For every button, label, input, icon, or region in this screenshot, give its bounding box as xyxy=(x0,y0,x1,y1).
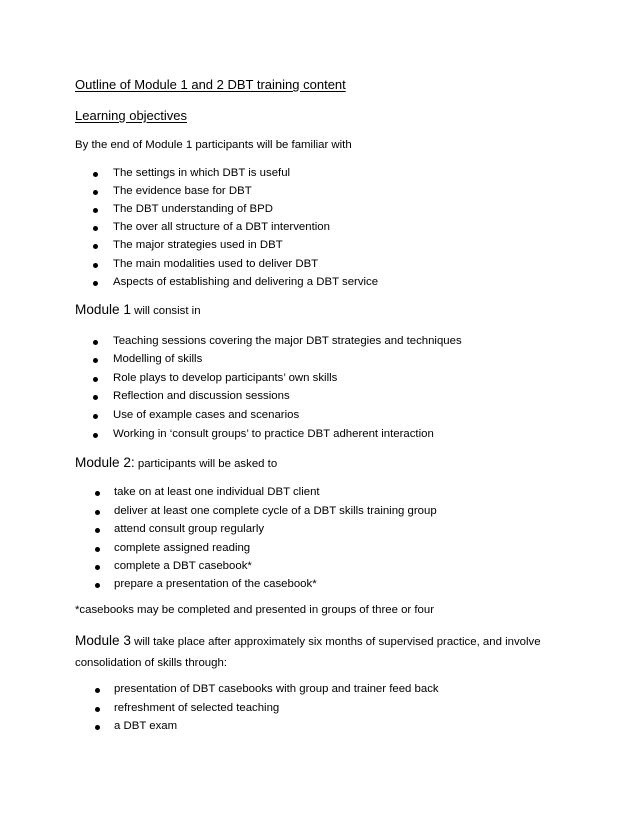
module1-heading: Module 1 xyxy=(75,302,131,317)
bullet-icon xyxy=(93,226,98,231)
module2-heading-line xyxy=(75,455,277,470)
module1-subtext: will consist in xyxy=(130,305,201,317)
bullet-icon xyxy=(93,281,98,286)
module3-heading: Module 3 xyxy=(75,633,131,648)
module1-heading-line xyxy=(75,302,201,317)
bullet-icon xyxy=(95,707,100,712)
bullet-icon xyxy=(93,208,98,213)
bullet-icon xyxy=(93,377,98,382)
module3-subtext: will take place after approximately six months of supervised practice, and involve consolidation of skills through: xyxy=(75,636,541,669)
bullet-icon xyxy=(93,433,98,438)
module2-heading: Module 2: xyxy=(75,455,135,470)
bullet-icon xyxy=(95,688,100,693)
bullet-icon xyxy=(93,172,98,177)
bullet-icon xyxy=(95,725,100,730)
bullet-icon xyxy=(93,395,98,400)
module2-subtext: participants will be asked to xyxy=(134,458,278,470)
bullet-icon xyxy=(95,528,100,533)
bullet-icon xyxy=(93,190,98,195)
bullet-icon xyxy=(95,583,100,588)
bullet-icon xyxy=(93,263,98,268)
bullet-icon xyxy=(95,491,100,496)
bullet-icon xyxy=(95,565,100,570)
document-title: Outline of Module 1 and 2 DBT training content xyxy=(75,77,346,92)
bullet-icon xyxy=(93,340,98,345)
document-page: Outline of Module 1 and 2 DBT training content Learning objectives By the end of Module 1 participants will be familiar with The settings in which DBT is useful The evidence base for DBT The DBT understanding of BPD The over all structure of a DBT intervention The major strategies used in DBT The main modalities used to deliver DBT Aspects of establishing and delivering a DBT service Module 1 will consist in Teaching sessions covering the major DBT strategies and techniques Modelling of skills Role plays to develop participants’ own skills Reflection and discussion sessions Use of example cases and scenarios Working in ‘consult groups’ to practice DBT adherent interaction Module 2: participants will be asked to take on at least one individual DBT client deliver at least one complete cycle of a DBT skills training group attend consult group regularly complete assigned reading complete a DBT casebook* prepare a presentation of the casebook* *casebooks may be completed and presented in groups of three or four Module 3 will take place after approximately six months of supervised practice, and involve consolidation of skills through: presentation of DBT casebooks with group and trainer feed back refreshment of selected teaching a DBT exam xyxy=(0,0,638,826)
module3-paragraph xyxy=(75,630,565,674)
bullet-icon xyxy=(93,414,98,419)
bullet-icon xyxy=(93,358,98,363)
objectives-heading: Learning objectives xyxy=(75,108,188,123)
bullet-icon xyxy=(95,547,100,552)
bullet-icon xyxy=(93,244,98,249)
objectives-intro: By the end of Module 1 participants will be familiar with xyxy=(75,139,352,151)
bullet-icon xyxy=(95,510,100,515)
casebook-footnote: *casebooks may be completed and presented in groups of three or four xyxy=(75,604,435,616)
